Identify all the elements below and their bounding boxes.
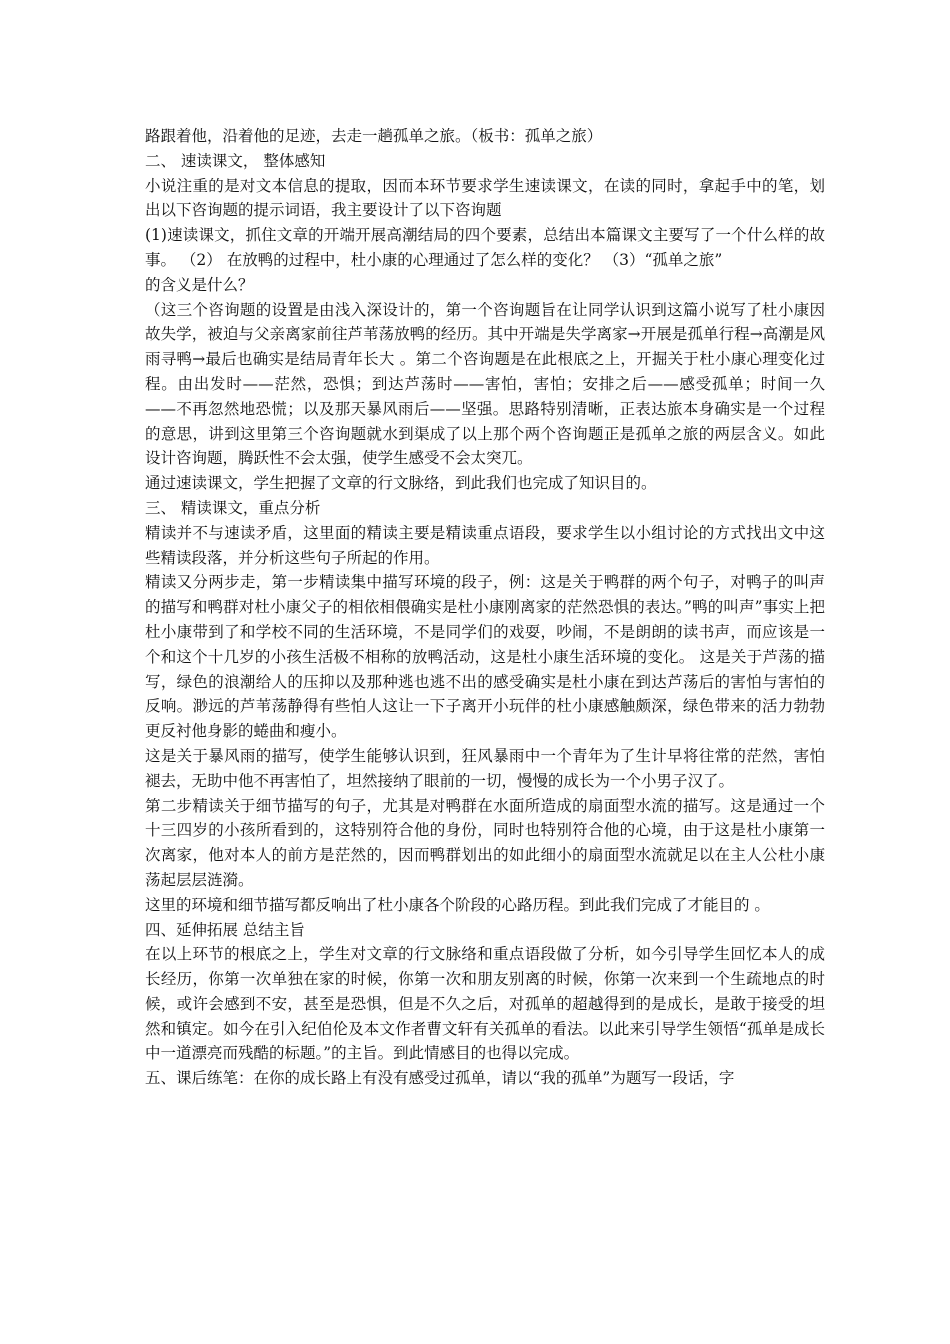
- heading-section-4: 四、延伸拓展 总结主旨: [145, 920, 305, 939]
- paragraph-question-design: （这三个咨询题的设置是由浅入深设计的，第一个咨询题旨在让同学认识到这篇小说写了杜小康因故失学，被迫与父亲离家前往芦苇荡放鸭的经历。其中开端是失学离家→开展是孤单行程→高潮是风雨寻鸭→最后也确实是结局青年长大 。第二个咨询题是在此根底之上，开掘关于杜小康心理变化过程。由出发时——茫然，恐惧；到达芦荡时——害怕，害怕；安排之后——感受孤单；时间一久——不再忽然地恐慌；以及那天暴风雨后——坚强。思路特别清晰，正表达旅本身确实是一个过程的意思，讲到这里第三个咨询题就水到渠成了以上那个两个咨询题正是孤单之旅的两层含义。如此设计咨询题，腾跃性不会太强，使学生感受不会太突兀。: [145, 300, 825, 468]
- paragraph-environment: 精读又分两步走，第一步精读集中描写环境的段子，例：这是关于鸭群的两个句子，对鸭子的叫声的描写和鸭群对杜小康父子的相依相偎确实是杜小康刚离家的茫然恐惧的表达。”鸭的叫声”事实上把杜小康带到了和学校不同的生活环境，不是同学们的戏耍，吵闹，不是朗朗的读书声，而应该是一个和这个十几岁的小孩生活极不相称的放鸭活动，这是杜小康生活环境的变化。 这是关于芦荡的描写，绿色的浪潮给人的压抑以及那种逃也逃不出的感受确实是杜小康在到达芦荡后的害怕与害怕的反响。渺远的芦苇荡静得有些怕人这让一下子离开小玩伴的杜小康感触颇深，绿色带来的活力勃勃更反衬他身影的蜷曲和瘦小。: [145, 573, 825, 741]
- paragraph-homework: 五、课后练笔：在你的成长路上有没有感受过孤单，请以“我的孤单”为题写一段话，字: [145, 1069, 735, 1088]
- paragraph-knowledge-goal: 通过速读课文，学生把握了文章的行文脉络，到此我们也完成了知识目的。: [145, 474, 657, 493]
- paragraph-extension: 在以上环节的根底之上，学生对文章的行文脉络和重点语段做了分析，如今引导学生回忆本人的成长经历，你第一次单独在家的时候，你第一次和朋友别离的时候，你第一次来到一个生疏地点的时候，或许会感到不安，甚至是恐惧，但是不久之后，对孤单的超越得到的是成长，是敢于接受的坦然和镇定。如今在引入纪伯伦及本文作者曹文轩有关孤单的看法。以此来引导学生领悟“孤单是成长中一道漂亮而残酷的标题。”的主旨。到此情感目的也得以完成。: [145, 945, 825, 1063]
- document-body: [145, 124, 825, 1091]
- paragraph-ability-goal: 这里的环境和细节描写都反响出了杜小康各个阶段的心路历程。到此我们完成了才能目的 。: [145, 895, 770, 914]
- paragraph-questions: (1)速读课文，抓住文章的开端开展高潮结局的四个要素，总结出本篇课文主要写了一个什么样的故事。 （2） 在放鸭的过程中，杜小康的心理通过了怎么样的变化？ （3）“孤单之旅”: [145, 226, 825, 269]
- paragraph-questions-continued: 的含义是什么？: [145, 275, 254, 294]
- paragraph-section-2-intro: 小说注重的是对文本信息的提取，因而本环节要求学生速读课文，在读的同时，拿起手中的笔，划出以下咨询题的提示词语，我主要设计了以下咨询题: [145, 176, 825, 220]
- paragraph-storm: 这是关于暴风雨的描写，使学生能够认识到，狂风暴雨中一个青年为了生计早将往常的茫然，害怕褪去，无助中他不再害怕了，坦然接纳了眼前的一切，慢慢的成长为一个小男子汉了。: [145, 746, 825, 790]
- heading-section-2: 二、 速读课文， 整体感知: [145, 151, 326, 170]
- paragraph-details: 第二步精读关于细节描写的句子，尤其是对鸭群在水面所造成的扇面型水流的描写。这是通过一个十三四岁的小孩所看到的，这特别符合他的身份，同时也特别符合他的心境，由于这是杜小康第一次离家，他对本人的前方是茫然的，因而鸭群划出的如此细小的扇面型水流就足以在主人公杜小康荡起层层涟漪。: [145, 796, 825, 889]
- paragraph-intro-end: 路跟着他，沿着他的足迹，去走一趟孤单之旅。（板书：孤单之旅）: [145, 127, 603, 145]
- paragraph-close-reading: 精读并不与速读矛盾，这里面的精读主要是精读重点语段，要求学生以小组讨论的方式找出文中这些精读段落，并分析这些句子所起的作用。: [145, 523, 825, 567]
- heading-section-3: 三、 精读课文，重点分析: [145, 498, 321, 517]
